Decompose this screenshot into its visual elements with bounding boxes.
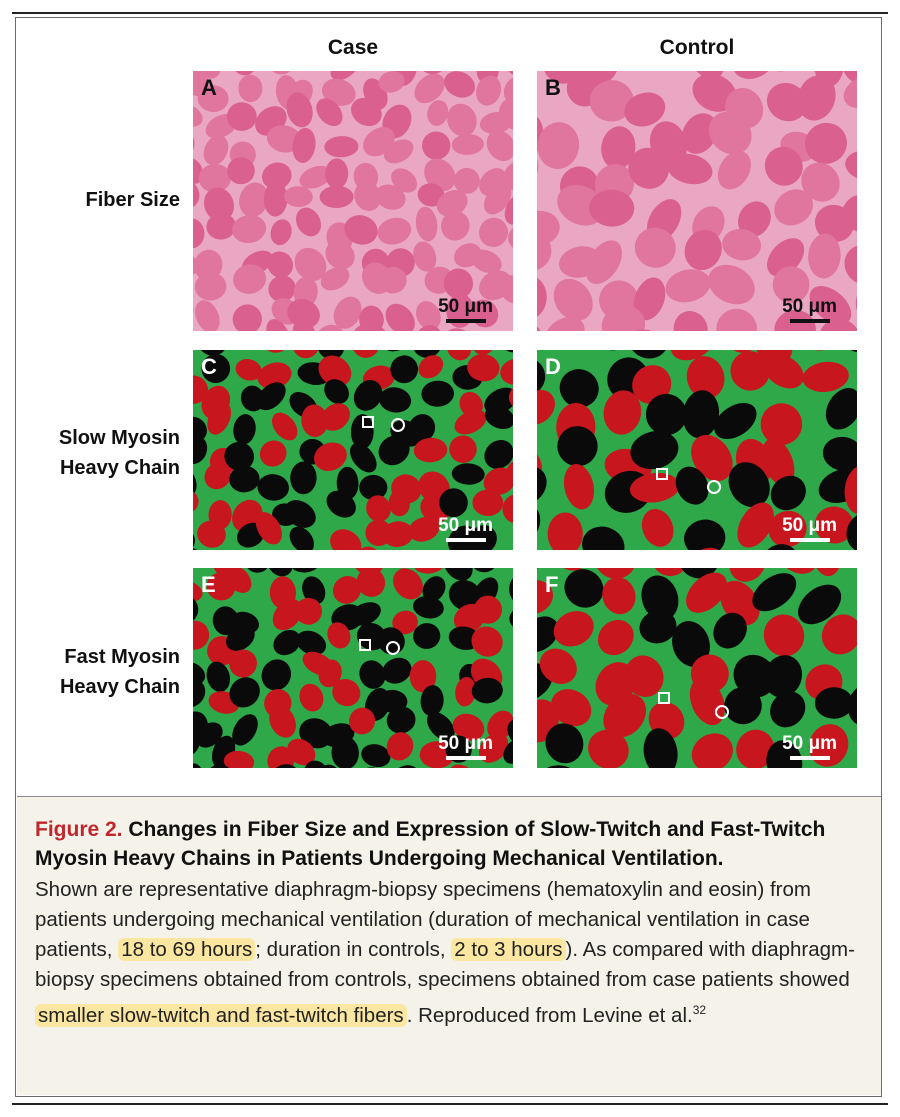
micrograph-panel-f — [537, 568, 857, 768]
micrograph-panel-e — [193, 568, 513, 768]
highlight-case-duration: 18 to 69 hours — [118, 938, 255, 961]
figure-label: Figure 2. — [35, 818, 123, 841]
panel-letter-f: F — [545, 572, 559, 597]
caption-body: Shown are representative diaphragm-biopsy specimens (hematoxylin and eosin) from patients undergoing mechanical ventilation (duration of mechanical ventilation in case patients, 18 to 69 hours ; duration in controls, 2 to 3 hours ). As compared with diaphragm-biopsy specimens obtained from controls, specimens obtained from case patients showed smaller slow-twitch and fast-twitch fibers . Reproduced from Levine et al.$^{32}$ — [35, 878, 855, 1027]
reference-superscript: 32 — [692, 1003, 707, 1017]
scale-bar-e: 50 μm — [438, 733, 493, 760]
caption-title: Figure 2. Changes in Fiber Size and Expression of Slow-Twitch and Fast-Twitch Myosin Heavy Chains in Patients Undergoing Mechanical Ventilation. — [35, 818, 826, 870]
panel-letter-a: A — [201, 75, 217, 100]
figure-caption — [17, 796, 881, 1095]
micrograph-panel-d — [537, 350, 857, 550]
row-label-fast-myosin: Fast Myosin Heavy Chain — [59, 646, 180, 698]
panel-letter-c: C — [201, 354, 217, 379]
scale-bar-f: 50 μm — [782, 733, 837, 760]
scale-bar-d: 50 μm — [782, 515, 837, 542]
bottom-rule — [12, 1103, 888, 1105]
column-header-case: Case — [327, 36, 379, 59]
top-rule — [12, 12, 888, 14]
muscle-fiber — [761, 403, 803, 445]
row-label-fiber-size: Fiber Size — [85, 189, 180, 211]
micrograph-panel-a — [193, 71, 513, 331]
column-header-control: Control — [659, 36, 735, 59]
micrograph-panel-b — [537, 71, 857, 331]
panel-letter-d: D — [545, 354, 561, 379]
panel-letter-e: E — [201, 572, 216, 597]
highlight-control-duration: 2 to 3 hours — [451, 938, 565, 961]
panel-letter-b: B — [545, 75, 561, 100]
scale-bar-b: 50 μm — [782, 296, 837, 323]
micrograph-panel-c — [193, 350, 513, 550]
muscle-fiber — [474, 596, 502, 624]
scale-bar-c: 50 μm — [438, 515, 493, 542]
row-label-slow-myosin: Slow Myosin Heavy Chain — [58, 427, 180, 479]
scale-bar-a: 50 μm — [438, 296, 493, 323]
highlight-smaller-fibers: smaller slow-twitch and fast-twitch fibers — [35, 1004, 407, 1027]
